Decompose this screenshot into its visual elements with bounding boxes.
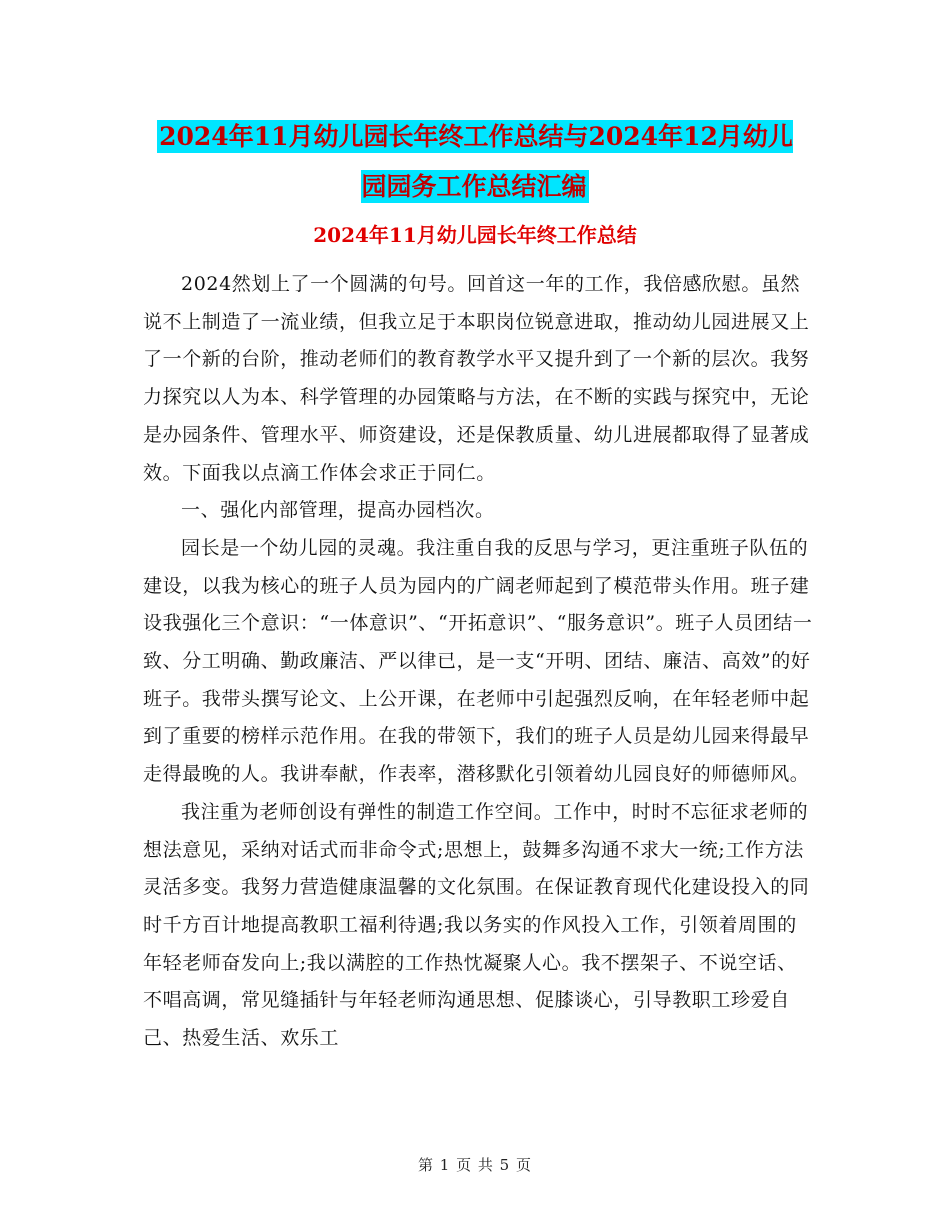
- paragraph-leadership: 园长是一个幼儿园的灵魂。我注重自我的反思与学习，更注重班子队伍的建设，以我为核心的班子人员为园内的广阔老师起到了模范带头作用。班子建设我强化三个意识：“一体意识”、“开拓意识”、“服务意识”。班子人员团结一致、分工明确、勤政廉洁、严以律已，是一支“开明、团结、廉洁、高效”的好班子。我带头撰写论文、上公开课，在老师中引起强烈反响，在年轻老师中起到了重要的榜样示范作用。在我的带领下，我们的班子人员是幼儿园来得最早走得最晚的人。我讲奉献，作表率，潜移默化引领着幼儿园良好的师德师风。: [143, 536, 813, 786]
- page-footer: 第 1 页 共 5 页: [418, 1156, 532, 1174]
- paragraph-work-space: 我注重为老师创设有弹性的制造工作空间。工作中，时时不忘征求老师的想法意见，采纳对话式而非命令式;思想上，鼓舞多沟通不求大一统;工作方法灵活多变。我努力营造健康温馨的文化氛围。在保证教育现代化建设投入的同时千方百计地提高教职工福利待遇;我以务实的作风投入工作，引领着周围的年轻老师奋发向上;我以满腔的工作热忱凝聚人心。我不摆架子、不说空话、不唱高调，常见缝插针与年轻老师沟通思想、促膝谈心，引导教职工珍爱自己、热爱生活、欢乐工: [143, 800, 810, 1050]
- paragraph-intro: 2024然划上了一个圆满的句号。回首这一年的工作，我倍感欣慰。虽然说不上制造了一流业绩，但我立足于本职岗位锐意进取，推动幼儿园进展又上了一个新的台阶，推动老师们的教育教学水平又提升到了一个新的层次。我努力探究以人为本、科学管理的办园策略与方法，在不断的实践与探究中，无论是办园条件、管理水平、师资建设，还是保教质量、幼儿进展都取得了显著成效。下面我以点滴工作体会求正于同仁。: [143, 273, 810, 484]
- body-text: [143, 266, 813, 1058]
- paragraph-heading-1: 一、强化内部管理，提高办园档次。: [181, 499, 495, 522]
- section-title: 2024年11月幼儿园长年终工作总结: [313, 223, 637, 247]
- document-main-title: [150, 112, 800, 212]
- main-title-text: 2024年11月幼儿园长年终工作总结与2024年12月幼儿园园务工作总结汇编: [159, 122, 793, 201]
